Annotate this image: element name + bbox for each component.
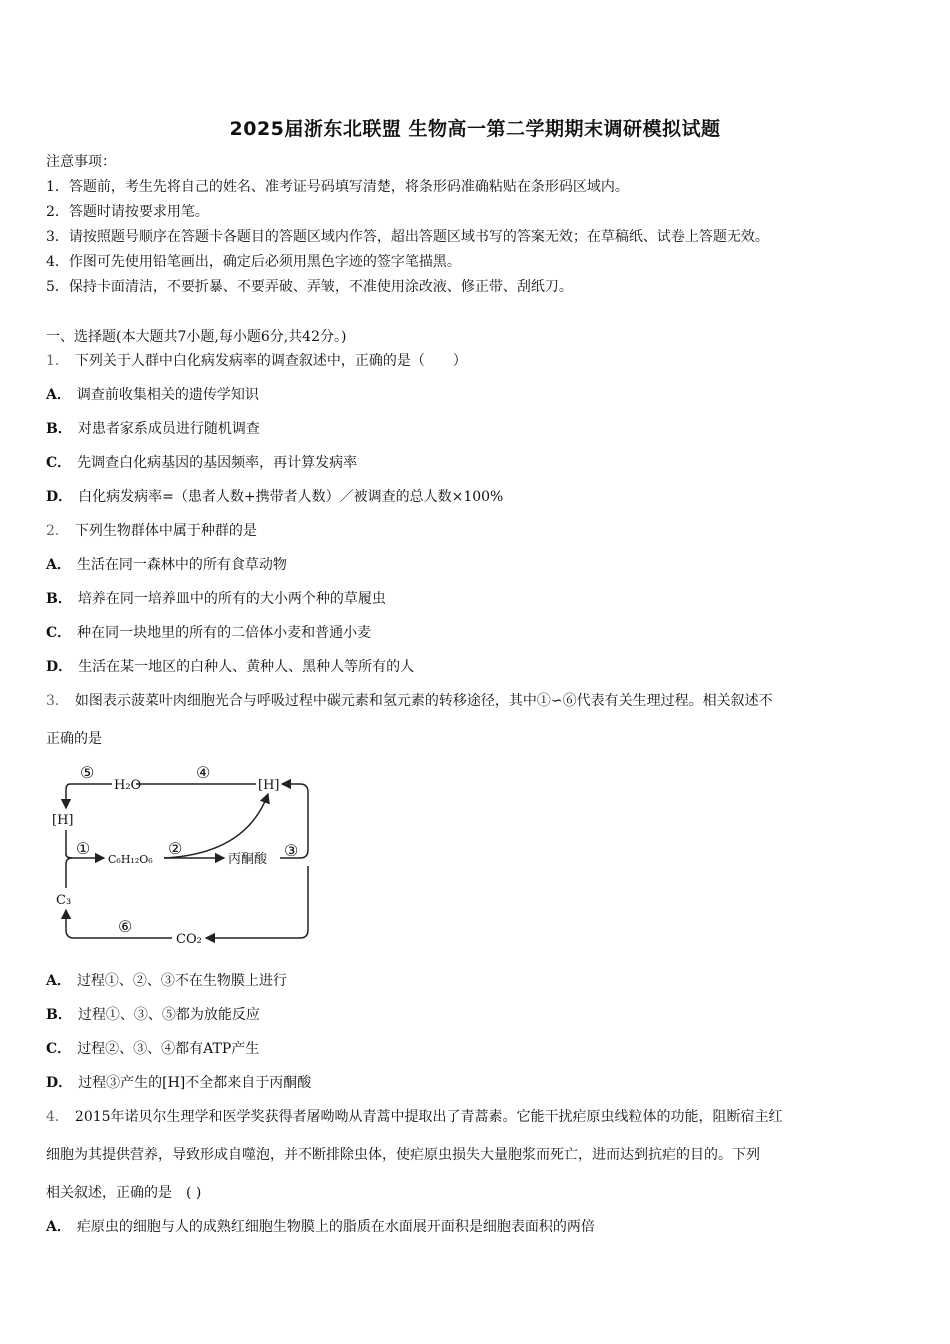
c3-label: C₃ xyxy=(56,893,72,908)
option-text: 对患者家系成员进行随机调查 xyxy=(77,421,260,437)
q1-option-c xyxy=(46,453,357,473)
q3-option-b xyxy=(46,1005,260,1025)
page-title: 2025届浙东北联盟 生物高一第二学期期末调研模拟试题 xyxy=(229,118,721,140)
arrow-water-to-h xyxy=(66,784,112,808)
q2-option-a xyxy=(46,555,287,575)
q2-option-b xyxy=(46,589,386,609)
option-text: 过程②、③、④都有ATP产生 xyxy=(77,1041,260,1057)
option-label: D． xyxy=(46,1075,73,1091)
option-label: A． xyxy=(46,387,71,403)
q3-option-a xyxy=(46,971,287,991)
option-label: A． xyxy=(46,973,71,989)
process-6-label: ⑥ xyxy=(118,917,133,936)
option-text: 过程①、③、⑤都为放能反应 xyxy=(77,1007,260,1023)
q1-option-d xyxy=(46,487,503,507)
pyruvate-label: 丙酮酸 xyxy=(228,852,268,867)
question-number: 3． xyxy=(46,693,69,709)
process-2-label: ② xyxy=(168,839,183,858)
option-text: 过程①、②、③不在生物膜上进行 xyxy=(76,973,287,989)
question-number: 2． xyxy=(46,523,69,539)
metabolism-diagram xyxy=(46,758,326,953)
option-label: A． xyxy=(46,1219,71,1235)
notice-heading: 注意事项： xyxy=(46,154,116,170)
option-label: C． xyxy=(46,455,72,471)
option-label: B． xyxy=(46,591,72,607)
question-3-stem-cont: 正确的是 xyxy=(46,731,102,747)
notice-item-4: 4．作图可先使用铅笔画出，确定后必须用黑色字迹的签字笔描黑。 xyxy=(46,254,461,270)
water-label: H₂O xyxy=(114,778,142,793)
option-label: B． xyxy=(46,421,72,437)
question-4-stem-cont-1: 细胞为其提供营养，导致形成自噬泡，并不断排除虫体，使疟原虫损失大量胞浆而死亡，进而达到抗疟的目的。下列 xyxy=(46,1147,760,1163)
option-text: 白化病发病率=（患者人数+携带者人数）／被调查的总人数×100% xyxy=(78,489,504,505)
question-1-stem xyxy=(46,351,467,371)
q3-option-d xyxy=(46,1073,311,1093)
option-label: C． xyxy=(46,1041,72,1057)
notice-item-3: 3．请按照题号顺序在答题卡各题目的答题区域内作答，超出答题区域书写的答案无效；在草稿纸、试卷上答题无效。 xyxy=(46,229,769,245)
q1-option-a xyxy=(46,385,259,405)
option-text: 调查前收集相关的遗传学知识 xyxy=(76,387,259,403)
option-label: D． xyxy=(46,659,73,675)
question-4-stem xyxy=(46,1107,783,1127)
question-number: 4． xyxy=(46,1109,69,1125)
question-number: 1． xyxy=(46,353,69,369)
option-text: 疟原虫的细胞与人的成熟红细胞生物膜上的脂质在水面展开面积是细胞表面积的两倍 xyxy=(76,1219,595,1235)
q1-option-b xyxy=(46,419,260,439)
option-text: 生活在某一地区的白种人、黄种人、黑种人等所有的人 xyxy=(78,659,415,675)
section-heading: 一、选择题(本大题共7小题,每小题6分,共42分。) xyxy=(46,329,347,345)
process-3-label: ③ xyxy=(284,841,299,860)
option-label: C． xyxy=(46,625,72,641)
question-3-stem xyxy=(46,691,773,711)
hydrogen-left-label: [H] xyxy=(52,813,74,828)
process-1-label: ① xyxy=(76,839,91,858)
arrow-pyruvate-to-co2 xyxy=(206,866,308,938)
notice-item-1: 1．答题前，考生先将自己的姓名、准考证号码填写清楚，将条形码准确粘贴在条形码区域内。 xyxy=(46,179,629,195)
question-text: 下列关于人群中白化病发病率的调查叙述中，正确的是（ ） xyxy=(74,353,467,369)
hydrogen-top-label: [H] xyxy=(258,778,280,793)
option-text: 生活在同一森林中的所有食草动物 xyxy=(76,557,287,573)
q2-option-c xyxy=(46,623,371,643)
option-label: A． xyxy=(46,557,71,573)
option-text: 过程③产生的[H]不全都来自于丙酮酸 xyxy=(78,1075,312,1091)
co2-label: CO₂ xyxy=(176,932,202,947)
notice-item-2: 2．答题时请按要求用笔。 xyxy=(46,204,209,220)
arrow-c3-to-glucose xyxy=(66,858,72,888)
question-4-stem-cont-2: 相关叙述，正确的是 ( ) xyxy=(46,1185,202,1201)
option-label: B． xyxy=(46,1007,72,1023)
question-text: 2015年诺贝尔生理学和医学奖获得者屠呦呦从青蒿中提取出了青蒿素。它能干扰疟原虫线粒体的功能，阻断宿主红 xyxy=(74,1109,783,1125)
option-text: 培养在同一培养皿中的所有的大小两个种的草履虫 xyxy=(77,591,386,607)
q3-option-c xyxy=(46,1039,259,1059)
glucose-label: C₆H₁₂O₆ xyxy=(108,853,153,866)
q2-option-d xyxy=(46,657,414,677)
q4-option-a xyxy=(46,1217,595,1237)
option-label: D． xyxy=(46,489,73,505)
question-text: 下列生物群体中属于种群的是 xyxy=(74,523,257,539)
process-5-label: ⑤ xyxy=(80,763,95,782)
option-text: 种在同一块地里的所有的二倍体小麦和普通小麦 xyxy=(77,625,372,641)
question-2-stem xyxy=(46,521,257,541)
process-4-label: ④ xyxy=(196,763,211,782)
question-text: 如图表示菠菜叶肉细胞光合与呼吸过程中碳元素和氢元素的转移途径，其中①∽⑥代表有关生理过程。相关叙述不 xyxy=(74,693,773,709)
notice-item-5: 5．保持卡面清洁，不要折暴、不要弄破、弄皱，不准使用涂改液、修正带、刮纸刀。 xyxy=(46,279,573,295)
option-text: 先调查白化病基因的基因频率，再计算发病率 xyxy=(77,455,358,471)
